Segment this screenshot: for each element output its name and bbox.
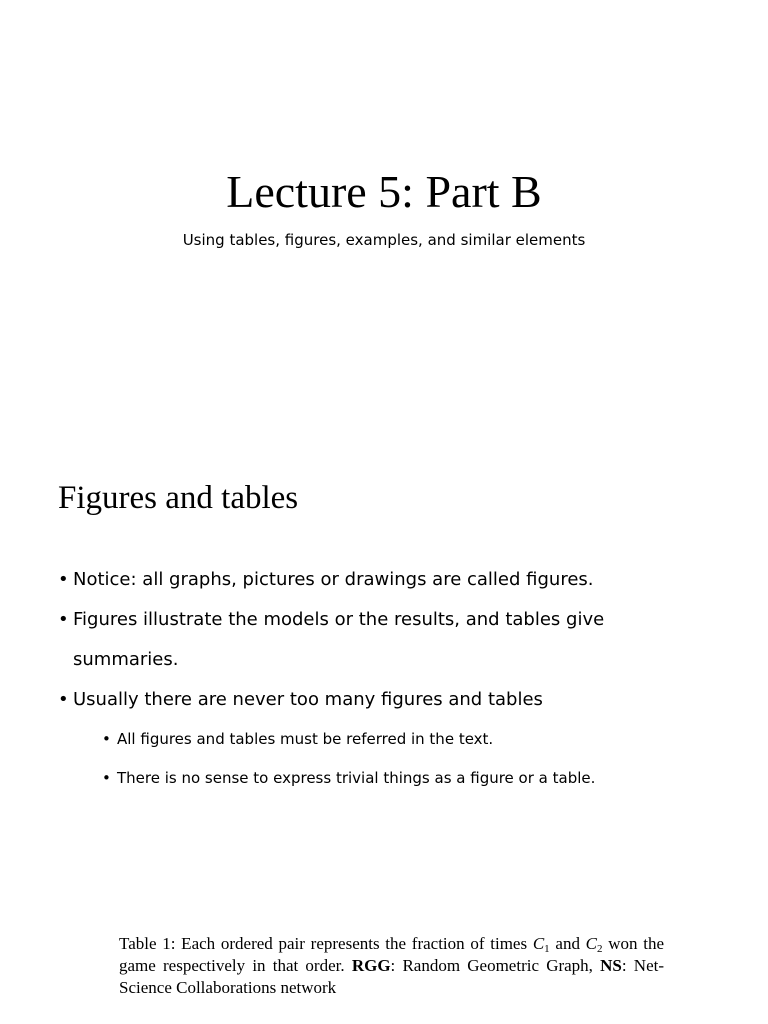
caption-and: and bbox=[549, 934, 586, 953]
slide-subtitle: Using tables, figures, examples, and similar elements bbox=[182, 231, 586, 249]
rgg-label: RGG bbox=[351, 956, 391, 975]
bullet-usage bbox=[58, 680, 698, 798]
c1-subscript: 1 bbox=[544, 943, 550, 955]
caption-won: won the game respectively in that order. bbox=[119, 934, 665, 975]
bullet-list bbox=[58, 560, 698, 798]
caption-prefix: Table 1: Each ordered pair represents the fraction of times bbox=[119, 934, 533, 953]
ns-description: : Net-Science Collaborations network bbox=[119, 956, 664, 997]
ns-label: NS bbox=[600, 956, 622, 975]
section-heading: Figures and tables bbox=[58, 480, 299, 516]
bullet-usage-text: Usually there are never too many figures and tables bbox=[73, 689, 543, 710]
rgg-description: : Random Geometric Graph, bbox=[390, 956, 601, 975]
subbullet-trivial: • There is no sense to express trivial things as a figure or a table. bbox=[102, 759, 698, 798]
c2-letter: C bbox=[585, 934, 598, 953]
c2-subscript: 2 bbox=[597, 943, 603, 955]
table-caption-image bbox=[119, 933, 664, 999]
bullet-figures-definition: • Notice: all graphs, pictures or drawings are called figures. bbox=[58, 560, 698, 600]
subbullet-list bbox=[73, 720, 698, 798]
c1-letter: C bbox=[532, 934, 545, 953]
c1-symbol bbox=[533, 934, 550, 953]
subbullet-referred: • All figures and tables must be referred in the text. bbox=[102, 720, 698, 759]
c2-symbol bbox=[586, 934, 603, 953]
bullet-figures-purpose: • Figures illustrate the models or the results, and tables give summaries. bbox=[58, 600, 698, 680]
slide-title: Lecture 5: Part B bbox=[226, 166, 542, 217]
